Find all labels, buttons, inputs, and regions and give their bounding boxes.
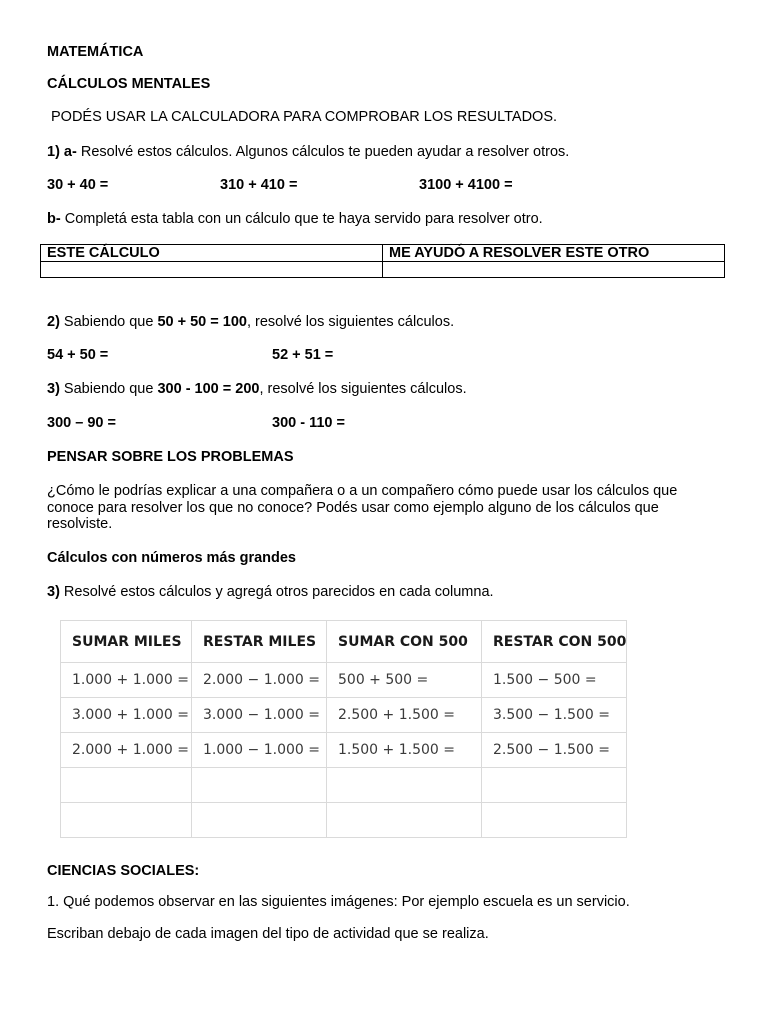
exercise-1b [47,211,543,228]
big-numbers-text: Resolvé estos cálculos y agregá otros parecidos en cada columna. [59,584,494,600]
table-cell: 500 + 500 = [327,663,482,698]
table-cell: 2.000 + 1.000 = [61,733,192,768]
table-cell: 3.500 − 1.500 = [482,698,627,733]
table-row [61,698,627,733]
calc-300-90: 300 – 90 = [47,415,116,431]
empty-cell[interactable] [192,803,327,838]
exercise-1a-text: Resolvé estos cálculos. Algunos cálculos te pueden ayudar a resolver otros. [76,144,570,160]
table-cell: 1.000 − 1.000 = [192,733,327,768]
table-row-empty [61,803,627,838]
exercise-3 [47,381,467,398]
header-sumar-500: SUMAR CON 500 [327,621,482,663]
calc-3: 3100 + 4100 = [419,177,513,193]
big-numbers-instruction [47,584,494,601]
exercise-1a-prefix: 1) a- [47,144,77,160]
table-header-row [61,621,627,663]
exercise-2 [47,314,454,331]
answer-cell-this-calc[interactable] [41,262,383,278]
header-sumar-miles: SUMAR MILES [61,621,192,663]
reflection-heading: PENSAR SOBRE LOS PROBLEMAS [47,449,294,465]
table-cell: 3.000 + 1.000 = [61,698,192,733]
empty-cell[interactable] [482,768,627,803]
exercise-2-prefix: 2) [47,314,60,330]
empty-cell[interactable] [327,803,482,838]
header-restar-miles: RESTAR MILES [192,621,327,663]
table-row [61,733,627,768]
empty-cell[interactable] [192,768,327,803]
table-cell: 2.000 − 1.000 = [192,663,327,698]
exercise-3-prefix: 3) [47,381,60,397]
calc-54-50: 54 + 50 = [47,347,109,363]
social-question-1: 1. Qué podemos observar en las siguientes imágenes: Por ejemplo escuela es un servicio. [47,894,630,910]
table-cell: 2.500 − 1.500 = [482,733,627,768]
exercise-3-text-before: Sabiendo que [59,381,158,397]
table-cell: 1.000 + 1.000 = [61,663,192,698]
exercise-2-text-after: , resolvé los siguientes cálculos. [246,314,455,330]
empty-cell[interactable] [61,803,192,838]
reflection-line-1: ¿Cómo le podrías explicar a una compañera o a un compañero cómo puede usar los cálculos que [47,483,678,499]
header-this-calc: ESTE CÁLCULO [41,245,383,262]
exercise-1b-text: Completá esta tabla con un cálculo que te haya servido para resolver otro. [60,211,543,227]
table-cell: 3.000 − 1.000 = [192,698,327,733]
helper-calc-table [40,244,725,278]
calc-52-51: 52 + 51 = [272,347,334,363]
table-row [61,663,627,698]
big-numbers-heading: Cálculos con números más grandes [47,550,296,566]
answer-cell-helped-solve[interactable] [383,262,725,278]
calc-2: 310 + 410 = [220,177,298,193]
reflection-line-3: resolviste. [47,516,113,532]
empty-cell[interactable] [327,768,482,803]
empty-cell[interactable] [482,803,627,838]
reflection-line-2: conoce para resolver los que no conoce? Podés usar como ejemplo alguno de los cálculos que [47,499,659,516]
exercise-1a [47,144,569,161]
exercise-2-known: 50 + 50 = 100 [157,314,247,330]
exercise-2-text-before: Sabiendo que [59,314,158,330]
mental-calc-heading: CÁLCULOS MENTALES [47,76,211,92]
subject-heading: MATEMÁTICA [47,44,144,60]
exercise-1b-prefix: b- [47,211,61,227]
big-numbers-prefix: 3) [47,584,60,600]
header-restar-500: RESTAR CON 500 [482,621,627,663]
empty-cell[interactable] [61,768,192,803]
reflection-paragraph [47,483,737,533]
table-cell: 1.500 + 1.500 = [327,733,482,768]
table-cell: 1.500 − 500 = [482,663,627,698]
exercise-3-text-after: , resolvé los siguientes cálculos. [259,381,467,397]
calculator-note: PODÉS USAR LA CALCULADORA PARA COMPROBAR LOS RESULTADOS. [51,109,558,125]
header-helped-solve: ME AYUDÓ A RESOLVER ESTE OTRO [383,245,725,262]
social-heading: CIENCIAS SOCIALES: [47,863,200,879]
calc-300-110: 300 - 110 = [272,415,345,431]
table-cell: 2.500 + 1.500 = [327,698,482,733]
table-row-empty [61,768,627,803]
exercise-3-known: 300 - 100 = 200 [157,381,260,397]
big-numbers-table [60,620,627,838]
social-instruction: Escriban debajo de cada imagen del tipo de actividad que se realiza. [47,926,489,942]
calc-1: 30 + 40 = [47,177,109,193]
